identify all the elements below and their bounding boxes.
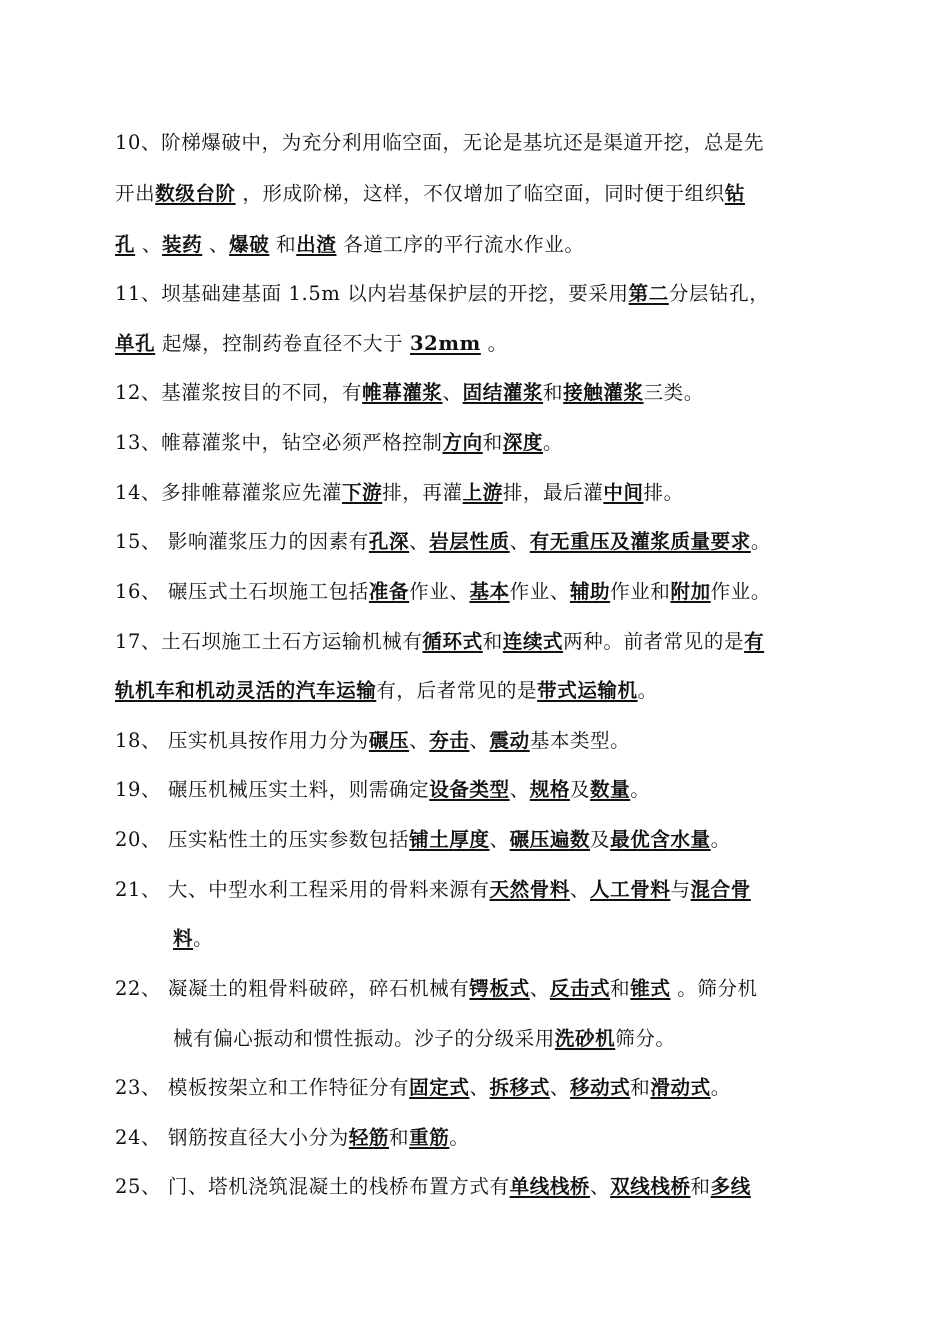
text-run: 、 — [409, 729, 430, 752]
text-line — [115, 331, 950, 357]
text-run: 、 — [590, 1175, 611, 1198]
answer-blank: 移动式 — [569, 1076, 631, 1099]
answer-blank: 天然骨料 — [489, 878, 570, 901]
answer-blank: 固结灌浆 — [462, 381, 544, 404]
answer-blank: 装药 — [162, 233, 203, 256]
answer-blank: 人工骨料 — [590, 878, 671, 901]
answer-blank: 碾压遍数 — [509, 828, 591, 851]
text-run: 。 — [193, 927, 214, 950]
text-line — [115, 1075, 950, 1101]
answer-blank: 反击式 — [549, 977, 611, 1000]
text-run: ，形成阶梯，这样，不仅增加了临空面，同时便于组织 — [235, 182, 725, 205]
answer-blank: 附加 — [670, 580, 711, 603]
answer-blank: 夯击 — [429, 729, 470, 752]
answer-blank: 孔 — [115, 233, 136, 256]
text-line — [115, 777, 950, 803]
answer-blank: 钻 — [724, 182, 745, 205]
text-line — [173, 1026, 950, 1052]
answer-blank: 孔深 — [368, 530, 410, 553]
text-run: 有，后者常见的是 — [376, 679, 538, 702]
text-run: 排，最后灌 — [502, 481, 604, 504]
answer-blank: 循环式 — [422, 630, 483, 653]
text-line — [115, 827, 950, 853]
text-run: 10、阶梯爆破中，为充分利用临空面，无论是基坑还是渠道开挖，总是先 — [115, 131, 765, 154]
text-run: 15、 影响灌浆压力的因素有 — [115, 530, 369, 553]
text-run: 。 — [480, 332, 508, 355]
text-line — [115, 281, 950, 307]
answer-blank: 拆移式 — [489, 1076, 550, 1099]
text-run: 和 — [482, 630, 503, 653]
answer-blank: 数量 — [590, 778, 631, 801]
text-run: 。 — [630, 778, 651, 801]
text-line — [115, 678, 950, 704]
answer-blank: 固定式 — [409, 1076, 470, 1099]
text-line — [115, 579, 950, 605]
text-run: 、 — [409, 530, 430, 553]
answer-blank: 规格 — [529, 778, 570, 801]
text-run: 25、 门、塔机浇筑混凝土的栈桥布置方式有 — [115, 1175, 510, 1198]
text-run: 18、 压实机具按作用力分为 — [115, 729, 369, 752]
text-line — [115, 877, 950, 903]
text-run: 22、 凝凝土的粗骨料破碎，碎石机械有 — [115, 977, 470, 1000]
text-run: 11、坝基础建基面 1.5m 以内岩基保护层的开挖，要采用 — [115, 282, 629, 305]
text-line — [115, 529, 950, 555]
text-run: 和 — [482, 431, 503, 454]
text-run: 16、 碾压式土石坝施工包括 — [115, 580, 369, 603]
answer-blank: 上游 — [462, 481, 503, 504]
answer-blank: 单孔 — [115, 332, 156, 355]
text-run: 21、 大、中型水利工程采用的骨料来源有 — [115, 878, 490, 901]
text-run: 、 — [202, 233, 230, 256]
answer-blank: 双线栈桥 — [610, 1175, 691, 1198]
answer-blank: 32mm — [410, 332, 481, 355]
answer-blank: 准备 — [368, 580, 410, 603]
text-run: 、 — [549, 1076, 570, 1099]
text-line — [115, 480, 950, 506]
answer-blank: 单线栈桥 — [509, 1175, 591, 1198]
text-run: 械有偏心振动和惯性振动。沙子的分级采用 — [173, 1027, 555, 1050]
answer-blank: 深度 — [502, 431, 544, 454]
text-run: 、 — [529, 977, 550, 1000]
answer-blank: 数级台阶 — [155, 182, 236, 205]
text-run: 。 — [710, 828, 731, 851]
text-run: 。 — [637, 679, 658, 702]
text-line — [115, 728, 950, 754]
answer-blank: 混合骨 — [690, 878, 751, 901]
answer-blank: 爆破 — [229, 233, 270, 256]
text-run: 与 — [670, 878, 691, 901]
text-run: 及 — [590, 828, 611, 851]
answer-blank: 中间 — [603, 481, 644, 504]
text-run: 14、多排帷幕灌浆应先灌 — [115, 481, 343, 504]
text-run: 作业。 — [710, 580, 771, 603]
text-run: 三类。 — [643, 381, 704, 404]
answer-blank: 最优含水量 — [610, 828, 711, 851]
text-run: 和 — [269, 233, 297, 256]
answer-blank: 设备类型 — [429, 778, 510, 801]
text-run: 起爆，控制药卷直径不大于 — [155, 332, 411, 355]
text-line — [115, 1125, 950, 1151]
text-run: 、 — [469, 1076, 490, 1099]
text-line — [115, 976, 950, 1002]
answer-blank: 铺土厚度 — [409, 828, 490, 851]
text-run: 及 — [569, 778, 591, 801]
text-run: 20、 压实粘性土的压实参数包括 — [115, 828, 410, 851]
answer-blank: 碾压 — [368, 729, 410, 752]
text-run: 作业、 — [409, 580, 470, 603]
text-run: 13、帷幕灌浆中，钻空必须严格控制 — [115, 431, 443, 454]
answer-blank: 有无重压及灌浆质量要求 — [529, 530, 751, 553]
text-run: 、 — [469, 729, 490, 752]
text-line — [115, 181, 950, 207]
text-run: 、 — [442, 381, 463, 404]
text-run: 、 — [569, 878, 591, 901]
text-run: 开出 — [115, 182, 156, 205]
answer-blank: 岩层性质 — [429, 530, 510, 553]
text-run: 19、 碾压机械压实土料，则需确定 — [115, 778, 430, 801]
answer-blank: 基本 — [469, 580, 510, 603]
text-run: 和 — [690, 1175, 711, 1198]
text-run: 24、 钢筋按直径大小分为 — [115, 1126, 349, 1149]
answer-blank: 料 — [173, 927, 194, 950]
text-run: 两种。前者常见的是 — [563, 630, 745, 653]
answer-blank: 有 — [744, 630, 765, 653]
text-run: 排。 — [643, 481, 684, 504]
text-run: 12、基灌浆按目的不同，有 — [115, 381, 363, 404]
answer-blank: 轻筋 — [348, 1126, 390, 1149]
answer-blank: 下游 — [342, 481, 383, 504]
answer-blank: 连续式 — [502, 630, 564, 653]
text-run: 17、土石坝施工土石方运输机械有 — [115, 630, 423, 653]
answer-blank: 第二 — [628, 282, 669, 305]
answer-blank: 轨机车和机动灵活的汽车运输 — [115, 679, 377, 702]
answer-blank: 锷板式 — [469, 977, 530, 1000]
text-run: 和 — [389, 1126, 410, 1149]
answer-blank: 方向 — [442, 431, 483, 454]
answer-blank: 重筋 — [409, 1126, 450, 1149]
text-line — [173, 926, 950, 952]
text-line — [115, 430, 950, 456]
text-line — [115, 380, 950, 406]
text-run: 。 — [710, 1076, 731, 1099]
text-run: 。 — [750, 530, 771, 553]
answer-blank: 出渣 — [296, 233, 337, 256]
text-line — [115, 1174, 950, 1200]
text-run: 。 — [449, 1126, 470, 1149]
text-line — [115, 232, 950, 258]
answer-blank: 帷幕灌浆 — [362, 381, 443, 404]
text-run: 作业、 — [509, 580, 570, 603]
answer-blank: 洗砂机 — [554, 1027, 616, 1050]
answer-blank: 带式运输机 — [537, 679, 638, 702]
answer-blank: 滑动式 — [650, 1076, 711, 1099]
text-run: 作业和 — [610, 580, 671, 603]
text-line — [115, 629, 950, 655]
text-run: 各道工序的平行流水作业。 — [336, 233, 585, 256]
text-run: 、 — [509, 778, 530, 801]
text-line — [115, 130, 950, 156]
text-run: 、 — [135, 233, 163, 256]
answer-blank: 接触灌浆 — [563, 381, 644, 404]
text-run: 筛分。 — [615, 1027, 676, 1050]
text-run: 和 — [543, 381, 564, 404]
text-run: 、 — [509, 530, 530, 553]
answer-blank: 锥式 — [630, 977, 671, 1000]
text-run: 。筛分机 — [670, 977, 758, 1000]
text-run: 23、 模板按架立和工作特征分有 — [115, 1076, 410, 1099]
text-run: 基本类型。 — [529, 729, 631, 752]
text-run: 和 — [610, 977, 631, 1000]
answer-blank: 震动 — [489, 729, 530, 752]
text-run: 。 — [543, 431, 564, 454]
text-run: 和 — [630, 1076, 651, 1099]
text-run: 排，再灌 — [382, 481, 463, 504]
text-run: 、 — [489, 828, 510, 851]
answer-blank: 辅助 — [569, 580, 611, 603]
answer-blank: 多线 — [710, 1175, 751, 1198]
text-run: 分层钻孔， — [668, 282, 770, 305]
